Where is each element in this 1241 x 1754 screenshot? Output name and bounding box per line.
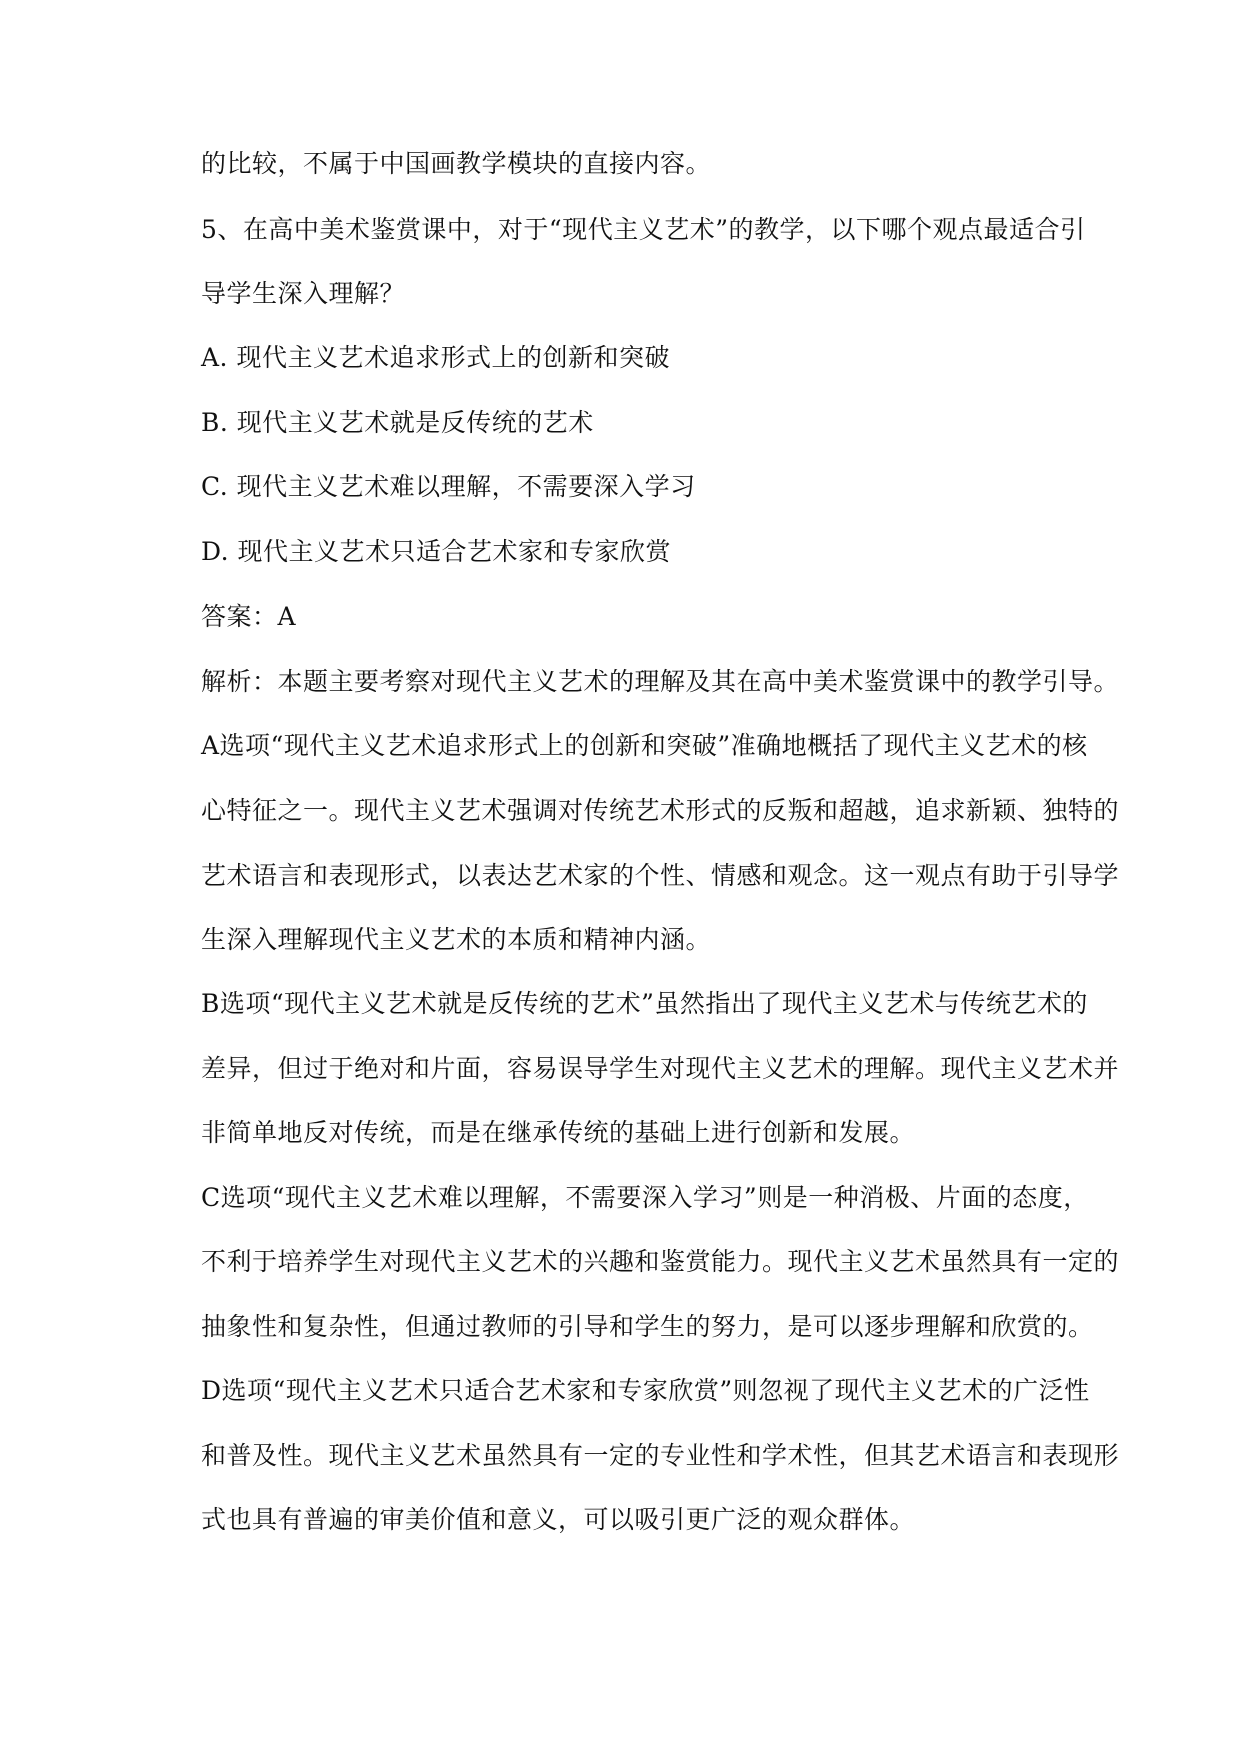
option-d: D. 现代主义艺术只适合艺术家和专家欣赏	[201, 537, 672, 566]
explanation-text: 艺术语言和表现形式，以表达艺术家的个性、情感和观念。这一观点有助于引导学	[201, 861, 1120, 890]
explanation-text: 心特征之一。现代主义艺术强调对传统艺术形式的反叛和超越，追求新颖、独特的	[201, 796, 1120, 825]
explanation-text: 生深入理解现代主义艺术的本质和精神内涵。	[201, 925, 712, 954]
explanation-text: 和普及性。现代主义艺术虽然具有一定的专业性和学术性，但其艺术语言和表现形	[201, 1441, 1120, 1470]
text-line: 的比较，不属于中国画教学模块的直接内容。	[201, 149, 712, 178]
explanation-text: 非简单地反对传统，而是在继承传统的基础上进行创新和发展。	[201, 1118, 916, 1147]
option-c: C. 现代主义艺术难以理解，不需要深入学习	[201, 472, 696, 501]
explanation-text: D选项“现代主义艺术只适合艺术家和专家欣赏”则忽视了现代主义艺术的广泛性	[201, 1376, 1090, 1405]
explanation-text: C选项“现代主义艺术难以理解，不需要深入学习”则是一种消极、片面的态度，	[201, 1183, 1089, 1212]
explanation-text: 抽象性和复杂性，但通过教师的引导和学生的努力，是可以逐步理解和欣赏的。	[201, 1312, 1094, 1341]
explanation-text: A选项“现代主义艺术追求形式上的创新和突破”准确地概括了现代主义艺术的核	[201, 731, 1088, 760]
explanation-text: 不利于培养学生对现代主义艺术的兴趣和鉴赏能力。现代主义艺术虽然具有一定的	[201, 1247, 1120, 1276]
option-a: A. 现代主义艺术追求形式上的创新和突破	[201, 343, 670, 372]
explanation-text: 式也具有普遍的审美价值和意义，可以吸引更广泛的观众群体。	[201, 1505, 916, 1534]
question-text: 导学生深入理解？	[201, 279, 406, 308]
question-text: 5、在高中美术鉴赏课中，对于“现代主义艺术”的教学，以下哪个观点最适合引	[201, 215, 1086, 244]
option-b: B. 现代主义艺术就是反传统的艺术	[201, 408, 594, 437]
explanation-text: B选项“现代主义艺术就是反传统的艺术”虽然指出了现代主义艺术与传统艺术的	[201, 989, 1088, 1018]
answer-line: 答案：A	[201, 602, 297, 631]
explanation-text: 差异，但过于绝对和片面，容易误导学生对现代主义艺术的理解。现代主义艺术并	[201, 1054, 1120, 1083]
explanation-text: 解析：本题主要考察对现代主义艺术的理解及其在高中美术鉴赏课中的教学引导。	[201, 667, 1120, 696]
